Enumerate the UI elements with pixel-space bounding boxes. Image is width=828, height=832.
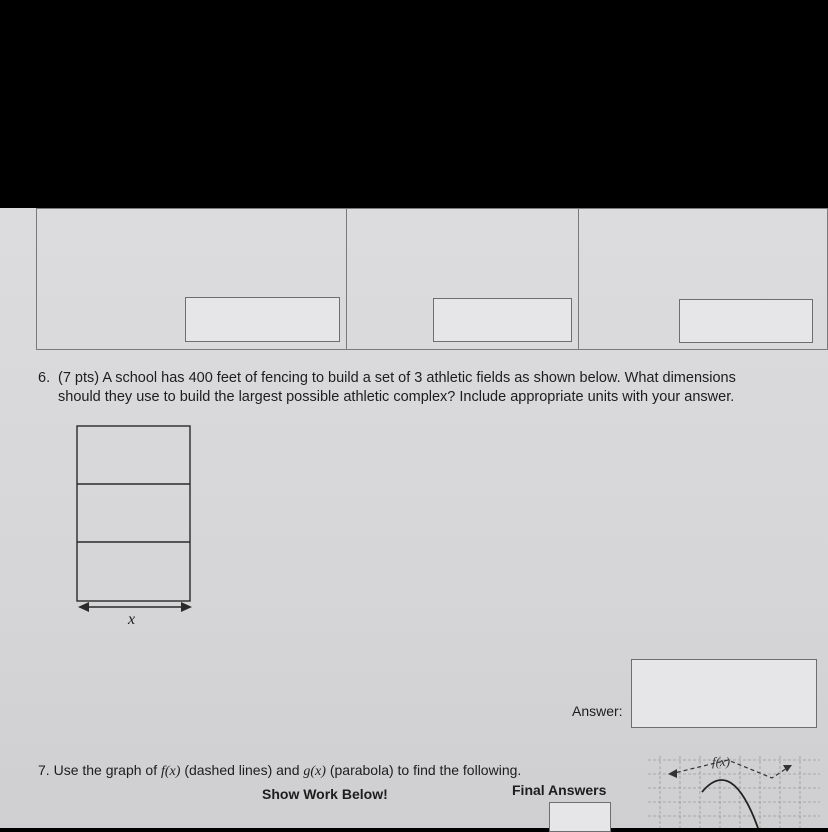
athletic-fields-diagram — [70, 420, 200, 630]
question-7-graph — [640, 752, 828, 828]
question-6-line-2: should they use to build the largest possible athletic complex? Include appropriate units with your answer. — [58, 389, 735, 405]
previous-answer-box-3[interactable] — [679, 299, 813, 343]
final-answers-heading: Final Answers — [512, 782, 607, 798]
previous-answer-box-1[interactable] — [185, 297, 340, 342]
question-6-line-1: (7 pts) A school has 400 feet of fencing to build a set of 3 athletic fields as shown below. What dimensions — [58, 370, 736, 386]
width-arrow-left — [78, 602, 89, 612]
question-7-text-middle: (dashed lines) and — [184, 762, 300, 778]
question-7-text — [38, 762, 521, 780]
graph-grid — [648, 756, 820, 828]
width-variable-label: x — [128, 611, 136, 628]
g-of-x-label: g(x) — [303, 764, 326, 779]
question-7-text-start: Use the graph of — [53, 762, 158, 778]
question-6-answer-label: Answer: — [572, 703, 623, 719]
athletic-fields-outline — [77, 426, 190, 601]
show-work-heading: Show Work Below! — [262, 786, 388, 802]
f-arrow-left — [668, 769, 677, 778]
f-arrow-right — [783, 765, 792, 772]
graph-f-label: f(x) — [712, 754, 731, 769]
g-parabola — [702, 780, 758, 828]
width-arrow-right — [181, 602, 192, 612]
question-6-answer-box[interactable] — [631, 659, 817, 728]
question-7-text-end: (parabola) to find the following. — [329, 762, 522, 778]
question-6-number: 6. — [38, 370, 51, 386]
previous-answer-box-2[interactable] — [433, 298, 572, 342]
question-7-number: 7. — [38, 762, 50, 778]
f-of-x-label: f(x) — [160, 764, 181, 779]
question-6-text — [38, 369, 808, 407]
